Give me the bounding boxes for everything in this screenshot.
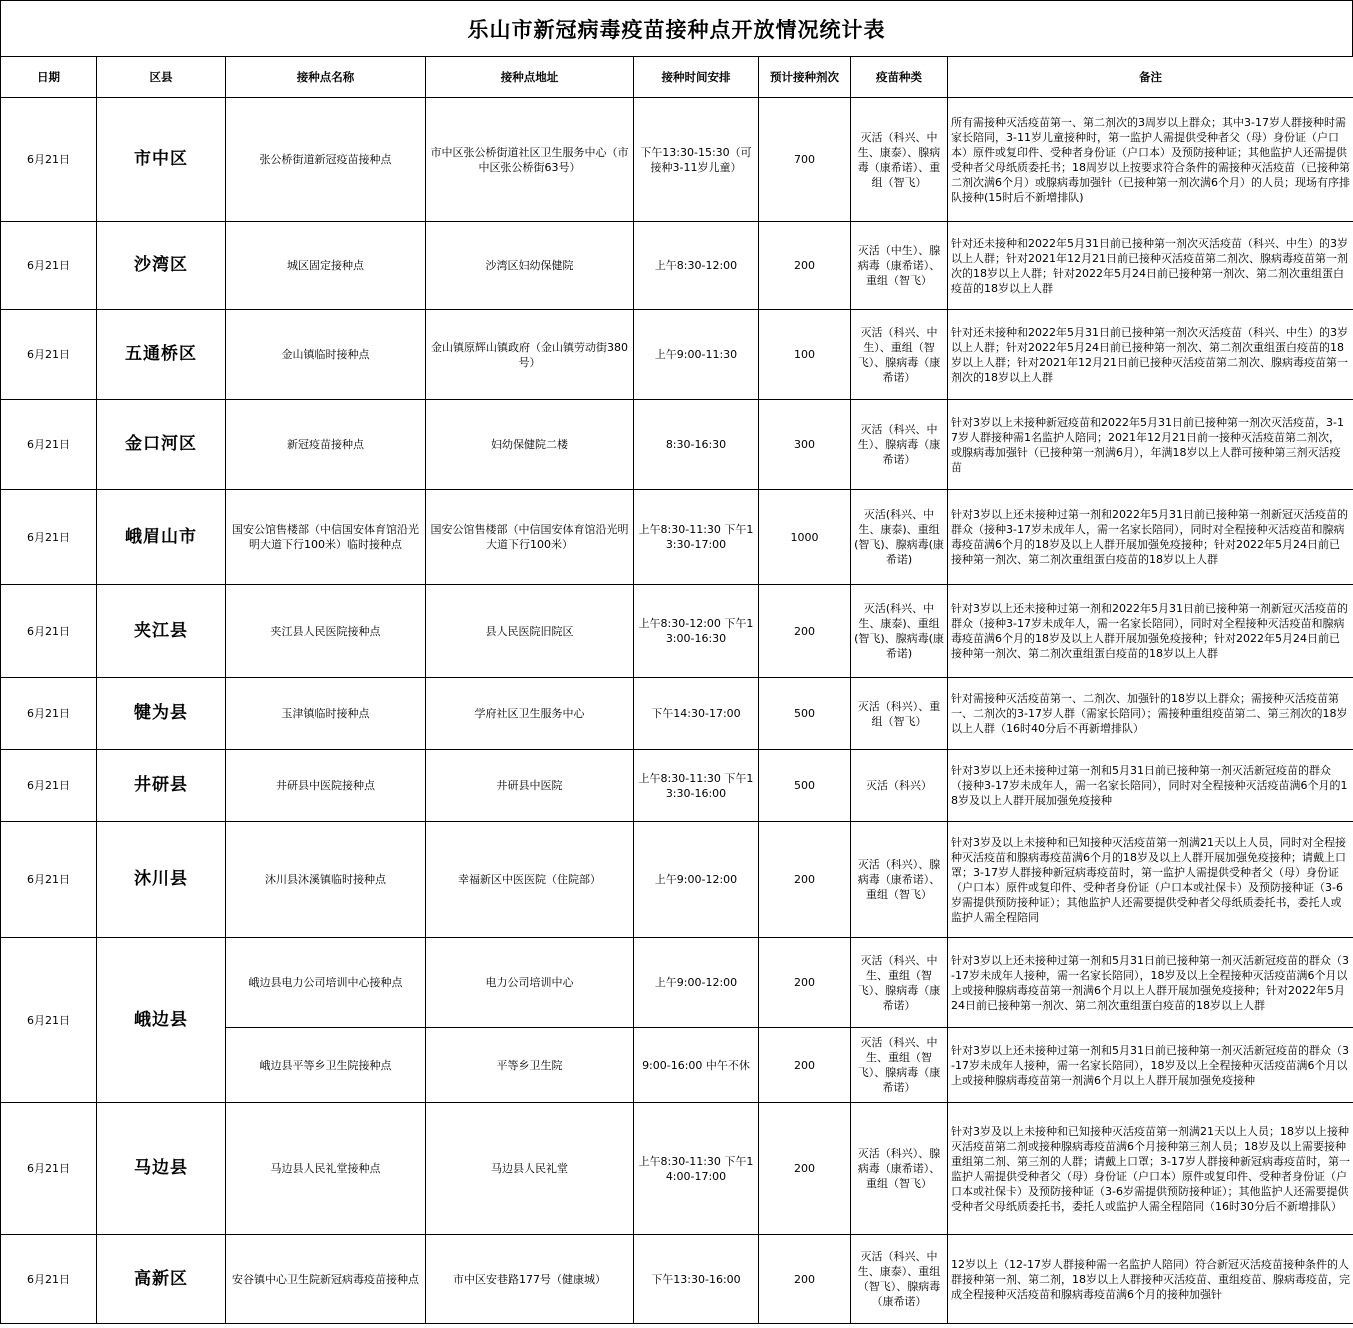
cell-date: 6月21日: [1, 98, 97, 222]
cell-date: 6月21日: [1, 490, 97, 585]
cell-vaccine: 灭活（科兴）、腺病毒（康希诺）、重组（智飞）: [851, 1103, 948, 1235]
cell-vaccine: 灭活（科兴、中生）、重组（智飞）、腺病毒（康希诺）: [851, 310, 948, 400]
cell-site-name: 峨边县平等乡卫生院接种点: [226, 1028, 426, 1103]
cell-vaccine: 灭活(科兴、中生、康泰)、重组(智飞)、腺病毒(康希诺): [851, 490, 948, 585]
cell-site-address: 市中区安巷路177号（健康城）: [426, 1235, 634, 1324]
header-remarks: 备注: [948, 57, 1353, 98]
cell-schedule: 下午14:30-17:00: [634, 678, 759, 750]
cell-district: 峨眉山市: [97, 490, 226, 585]
cell-district: 五通桥区: [97, 310, 226, 400]
cell-doses: 700: [759, 98, 851, 222]
cell-site-name: 沐川县沐溪镇临时接种点: [226, 822, 426, 938]
cell-schedule: 上午8:30-11:30 下午13:30-16:00: [634, 750, 759, 822]
cell-doses: 300: [759, 400, 851, 490]
table-row: [1, 490, 1353, 585]
cell-schedule: 上午8:30-11:30 下午13:30-17:00: [634, 490, 759, 585]
cell-site-address: 沙湾区妇幼保健院: [426, 222, 634, 310]
cell-site-address: 金山镇原辉山镇政府（金山镇劳动街380号）: [426, 310, 634, 400]
cell-site-name: 井研县中医院接种点: [226, 750, 426, 822]
header-expected-doses: 预计接种剂次: [759, 57, 851, 98]
cell-doses: 200: [759, 222, 851, 310]
header-district: 区县: [97, 57, 226, 98]
cell-district: 峨边县: [97, 938, 226, 1103]
cell-site-address: 学府社区卫生服务中心: [426, 678, 634, 750]
table-row: [1, 822, 1353, 938]
cell-schedule: 上午9:00-12:00: [634, 822, 759, 938]
cell-date: 6月21日: [1, 1103, 97, 1235]
cell-vaccine: 灭活（科兴、中生、重组（智飞）、腺病毒（康希诺）: [851, 1028, 948, 1103]
cell-doses: 1000: [759, 490, 851, 585]
cell-site-name: 国安公馆售楼部（中信国安体育馆沿光明大道下行100米）临时接种点: [226, 490, 426, 585]
cell-date: 6月21日: [1, 585, 97, 678]
table-row: [1, 400, 1353, 490]
cell-doses: 200: [759, 585, 851, 678]
table-row: [1, 938, 1353, 1028]
cell-date: 6月21日: [1, 938, 97, 1103]
cell-site-address: 妇幼保健院二楼: [426, 400, 634, 490]
cell-vaccine: 灭活（科兴、中生、重组（智飞）、腺病毒（康希诺）: [851, 938, 948, 1028]
cell-district: 夹江县: [97, 585, 226, 678]
header-site-address: 接种点地址: [426, 57, 634, 98]
cell-site-name: 安谷镇中心卫生院新冠病毒疫苗接种点: [226, 1235, 426, 1324]
cell-date: 6月21日: [1, 750, 97, 822]
cell-remarks: 针对需接种灭活疫苗第一、二剂次、加强针的18岁以上群众；需接种灭活疫苗第一、二剂次的3-17岁人群（需家长陪同）；需接种重组疫苗第二、第三剂次的18岁以上人群（16时40分后不再新增排队）: [948, 678, 1353, 750]
cell-schedule: 上午8:30-12:00 下午13:00-16:30: [634, 585, 759, 678]
cell-date: 6月21日: [1, 678, 97, 750]
cell-remarks: 所有需接种灭活疫苗第一、第二剂次的3周岁以上群众；其中3-17岁人群接种时需家长陪同，3-11岁儿童接种时，第一监护人需提供受种者父（母）身份证（户口本）原件或复印件、受种者身份证（户口本）及预防接种证；其他监护人还需提供受种者父母纸质委托书；18周岁以上按要求符合条件的需接种灭活疫苗（已接种第二剂次满6个月）或腺病毒加强针（已接种第一剂次满6个月）的人员；现场有序排队接种(15时后不新增排队): [948, 98, 1353, 222]
cell-remarks: 针对3岁以上还未接种过第一剂和2022年5月31日前已接种第一剂新冠灭活疫苗的群众（接种3-17岁未成年人，需一名家长陪同），同时对全程接种灭活疫苗和腺病毒疫苗满6个月的18岁及以上人群开展加强免疫接种；针对2022年5月24日前已接种第一剂次、第二剂次重组蛋白疫苗的18岁以上人群: [948, 585, 1353, 678]
cell-remarks: 12岁以上（12-17岁人群接种需一名监护人陪同）符合新冠灭活疫苗接种条件的人群接种第一剂、第二剂，18岁以上人群接种灭活疫苗、重组疫苗、腺病毒疫苗，完成全程接种灭活疫苗和腺病毒疫苗满6个月的接种加强针: [948, 1235, 1353, 1324]
cell-doses: 200: [759, 1235, 851, 1324]
table-row: [1, 310, 1353, 400]
table-row: [1, 98, 1353, 222]
cell-vaccine: 灭活(科兴、中生、康泰)、重组(智飞)、腺病毒(康希诺): [851, 585, 948, 678]
cell-site-address: 平等乡卫生院: [426, 1028, 634, 1103]
cell-remarks: 针对3岁及以上未接种和已知接种灭活疫苗第一剂满21天以上人员；18岁以上接种灭活疫苗第二剂或接种腺病毒疫苗满6个月接种第三剂人员；18岁及以上需要接种重组第二剂、第三剂的人群；请戴上口罩；3-17岁人群接种新冠病毒疫苗时，第一监护人需提供受种者父（母）身份证（户口本）原件或复印件、受种者身份证（户口本或社保卡）及预防接种证（3-6岁需提供预防接种证）；其他监护人还需要提供受种者父母纸质委托书，委托人或监护人需全程陪同（16时30分后不新增排队）: [948, 1103, 1353, 1235]
cell-schedule: 9:00-16:00 中午不休: [634, 1028, 759, 1103]
cell-vaccine: 灭活（科兴）: [851, 750, 948, 822]
cell-doses: 200: [759, 1103, 851, 1235]
cell-doses: 200: [759, 822, 851, 938]
cell-remarks: 针对3岁以上未接种新冠疫苗和2022年5月31日前已接种第一剂次灭活疫苗，3-17岁人群接种需1名监护人陪同；2021年12月21日前一接种灭活疫苗第二剂次，或腺病毒加强针（已接种第一剂满6月），年满18岁以上人群可接种第三剂灭活疫苗: [948, 400, 1353, 490]
header-row: [1, 57, 1353, 98]
header-site-name: 接种点名称: [226, 57, 426, 98]
cell-doses: 500: [759, 750, 851, 822]
cell-remarks: 针对3岁以上还未接种过第一剂和2022年5月31日前已接种第一剂新冠灭活疫苗的群众（接种3-17岁未成年人，需一名家长陪同），同时对全程接种灭活疫苗和腺病毒疫苗满6个月的18岁及以上人群开展加强免疫接种；针对2022年5月24日前已接种第一剂次、第二剂次重组蛋白疫苗的18岁以上人群: [948, 490, 1353, 585]
cell-site-address: 县人民医院旧院区: [426, 585, 634, 678]
cell-doses: 200: [759, 1028, 851, 1103]
cell-remarks: 针对3岁及以上未接种和已知接种灭活疫苗第一剂满21天以上人员，同时对全程接种灭活疫苗和腺病毒疫苗满6个月的18岁及以上人群开展加强免疫接种；请戴上口罩；3-17岁人群接种新冠病毒疫苗时，第一监护人需提供受种者父（母）身份证（户口本）原件或复印件、受种者身份证（户口本或社保卡）及预防接种证（3-6岁需提供预防接种证）；其他监护人还需要提供受种者父母纸质委托书，委托人或监护人需全程陪同: [948, 822, 1353, 938]
cell-date: 6月21日: [1, 222, 97, 310]
cell-district: 马边县: [97, 1103, 226, 1235]
cell-date: 6月21日: [1, 400, 97, 490]
cell-vaccine: 灭活（科兴、中生、康泰）、腺病毒（康希诺）、重组（智飞）: [851, 98, 948, 222]
cell-remarks: 针对3岁以上还未接种过第一剂和5月31日前已接种第一剂灭活新冠疫苗的群众（3-17岁未成年人接种，需一名家长陪同），18岁及以上全程接种灭活疫苗满6个月以上或接种腺病毒疫苗第一剂满6个月以上人群开展加强免疫接种；针对2022年5月24日前已接种第一剂次、第二剂次重组蛋白疫苗的18岁以上人群: [948, 938, 1353, 1028]
cell-site-name: 峨边县电力公司培训中心接种点: [226, 938, 426, 1028]
cell-district: 犍为县: [97, 678, 226, 750]
cell-district: 市中区: [97, 98, 226, 222]
cell-site-name: 马边县人民礼堂接种点: [226, 1103, 426, 1235]
cell-schedule: 上午8:30-12:00: [634, 222, 759, 310]
cell-schedule: 下午13:30-15:30（可接种3-11岁儿童）: [634, 98, 759, 222]
cell-vaccine: 灭活（科兴、中生、康泰）、重组（智飞）、腺病毒（康希诺）: [851, 1235, 948, 1324]
table-row: [1, 678, 1353, 750]
table-title: 乐山市新冠病毒疫苗接种点开放情况统计表: [0, 0, 1353, 56]
cell-doses: 200: [759, 938, 851, 1028]
cell-vaccine: 灭活（中生）、腺病毒（康希诺）、重组（智飞）: [851, 222, 948, 310]
header-date: 日期: [1, 57, 97, 98]
header-vaccine-type: 疫苗种类: [851, 57, 948, 98]
cell-site-address: 市中区张公桥街道社区卫生服务中心（市中区张公桥街63号）: [426, 98, 634, 222]
cell-remarks: 针对还未接种和2022年5月31日前已接种第一剂次灭活疫苗（科兴、中生）的3岁以上人群；针对2022年5月24日前已接种第一剂次、第二剂次重组蛋白疫苗的18岁以上人群；针对2021年12月21日前已接种灭活疫苗第二剂次、腺病毒疫苗第一剂次的18岁以上人群: [948, 310, 1353, 400]
table-row: [1, 1103, 1353, 1235]
cell-site-name: 金山镇临时接种点: [226, 310, 426, 400]
table-row: [1, 750, 1353, 822]
cell-site-address: 国安公馆售楼部（中信国安体育馆沿光明大道下行100米）: [426, 490, 634, 585]
cell-site-address: 电力公司培训中心: [426, 938, 634, 1028]
cell-doses: 500: [759, 678, 851, 750]
cell-site-address: 马边县人民礼堂: [426, 1103, 634, 1235]
cell-schedule: 上午9:00-11:30: [634, 310, 759, 400]
cell-schedule: 上午8:30-11:30 下午14:00-17:00: [634, 1103, 759, 1235]
cell-schedule: 下午13:30-16:00: [634, 1235, 759, 1324]
table-row: [1, 1235, 1353, 1324]
cell-vaccine: 灭活（科兴）、重组（智飞）: [851, 678, 948, 750]
cell-remarks: 针对还未接种和2022年5月31日前已接种第一剂次灭活疫苗（科兴、中生）的3岁以上人群；针对2021年12月21日前已接种灭活疫苗第二剂次、腺病毒疫苗第一剂次的18岁以上人群；针对2022年5月24日前已接种第一剂次、第二剂次重组蛋白疫苗的18岁以上人群: [948, 222, 1353, 310]
table-row: [1, 585, 1353, 678]
cell-district: 沙湾区: [97, 222, 226, 310]
cell-schedule: 上午9:00-12:00: [634, 938, 759, 1028]
cell-doses: 100: [759, 310, 851, 400]
header-schedule: 接种时间安排: [634, 57, 759, 98]
cell-schedule: 8:30-16:30: [634, 400, 759, 490]
cell-district: 沐川县: [97, 822, 226, 938]
cell-district: 高新区: [97, 1235, 226, 1324]
cell-remarks: 针对3岁以上还未接种过第一剂和5月31日前已接种第一剂灭活新冠疫苗的群众（接种3-17岁未成年人，需一名家长陪同），同时对全程接种灭活疫苗满6个月的18岁及以上人群开展加强免疫接种: [948, 750, 1353, 822]
table-row: [1, 222, 1353, 310]
cell-site-name: 玉津镇临时接种点: [226, 678, 426, 750]
cell-vaccine: 灭活（科兴、中生）、腺病毒（康希诺）: [851, 400, 948, 490]
cell-site-name: 张公桥街道新冠疫苗接种点: [226, 98, 426, 222]
cell-site-name: 新冠疫苗接种点: [226, 400, 426, 490]
cell-date: 6月21日: [1, 1235, 97, 1324]
cell-site-name: 夹江县人民医院接种点: [226, 585, 426, 678]
cell-site-address: 幸福新区中医医院（住院部）: [426, 822, 634, 938]
cell-vaccine: 灭活（科兴）、腺病毒（康希诺）、重组（智飞）: [851, 822, 948, 938]
vaccination-table: [0, 56, 1353, 1324]
cell-remarks: 针对3岁以上还未接种过第一剂和5月31日前已接种第一剂灭活新冠疫苗的群众（3-17岁未成年人接种，需一名家长陪同），18岁及以上全程接种灭活疫苗满6个月以上或接种腺病毒疫苗第一剂满6个月以上人群开展加强免疫接种: [948, 1028, 1353, 1103]
cell-district: 金口河区: [97, 400, 226, 490]
cell-site-name: 城区固定接种点: [226, 222, 426, 310]
cell-district: 井研县: [97, 750, 226, 822]
cell-site-address: 井研县中医院: [426, 750, 634, 822]
cell-date: 6月21日: [1, 822, 97, 938]
cell-date: 6月21日: [1, 310, 97, 400]
